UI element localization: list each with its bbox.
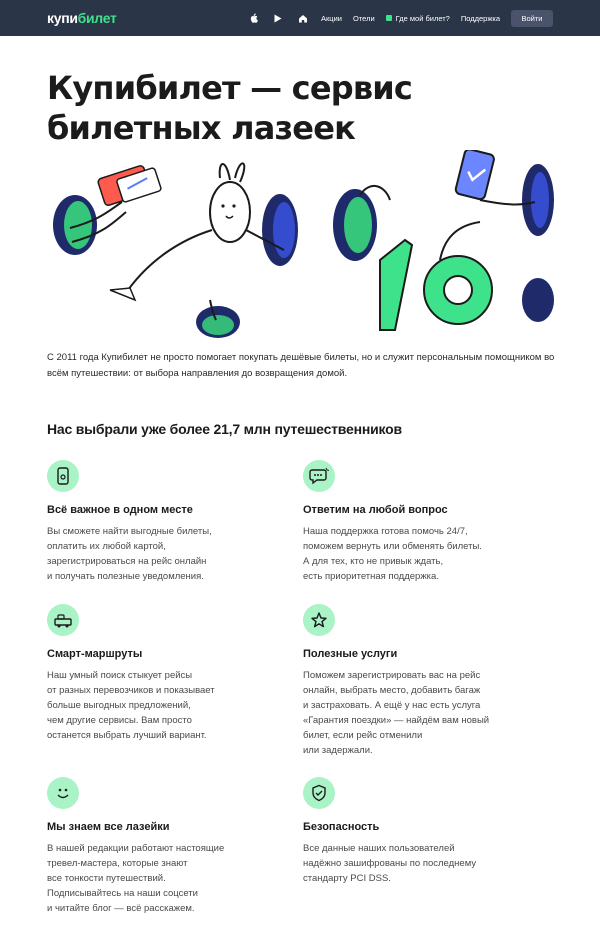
feature-title: Безопасность bbox=[303, 821, 380, 833]
feature-all-in-one bbox=[47, 460, 297, 584]
intro-paragraph: С 2011 года Купибилет не просто помогает покупать дешёвые билеты, но и служит персональным помощником во всём путешествии: от выбора направления до возвращения домой. bbox=[47, 352, 555, 379]
nav-link-where-is-ticket-label: Где мой билет? bbox=[395, 13, 450, 23]
smile-icon bbox=[47, 777, 79, 809]
route-icon bbox=[47, 604, 79, 636]
section-title: Нас выбрали уже более 21,7 млн путешественников bbox=[47, 421, 402, 437]
feature-text: Все данные наших пользователей надёжно зашифрованы по последнему стандарту PCI DSS. bbox=[303, 843, 477, 884]
nav-link-promo[interactable]: Акции bbox=[321, 13, 342, 23]
feature-support bbox=[303, 460, 553, 584]
hero-illustration bbox=[40, 150, 560, 340]
feature-services bbox=[303, 604, 553, 758]
feature-smart-routes bbox=[47, 604, 297, 743]
logo[interactable] bbox=[47, 9, 117, 27]
phone-icon bbox=[47, 460, 79, 492]
feature-text: Вы сможете найти выгодные билеты, оплатить их любой картой, зарегистрироваться на рейс онлайн и получать полезные уведомления. bbox=[47, 526, 212, 582]
logo-accent: билет bbox=[77, 10, 117, 26]
page-title: Купибилет — сервис билетных лазеек bbox=[47, 69, 413, 147]
feature-title: Смарт-маршруты bbox=[47, 648, 143, 660]
feature-title: Полезные услуги bbox=[303, 648, 398, 660]
apple-icon[interactable] bbox=[246, 11, 260, 25]
nav-link-support[interactable]: Поддержка bbox=[460, 13, 500, 23]
top-navigation-bar bbox=[0, 0, 600, 36]
play-icon[interactable] bbox=[271, 11, 285, 25]
feature-title: Ответим на любой вопрос bbox=[303, 504, 448, 516]
feature-text: Поможем зарегистрировать вас на рейс онлайн, выбрать место, добавить багаж и застраховать. А ещё у нас есть услуга «Гарантия поездки» — найдём вам новый билет, если рейс отменили или задержали. bbox=[303, 670, 490, 756]
login-button[interactable]: Войти bbox=[511, 10, 553, 27]
feature-security bbox=[303, 777, 553, 886]
star-icon bbox=[303, 604, 335, 636]
nav-link-where-is-ticket[interactable] bbox=[386, 14, 450, 23]
feature-title: Всё важное в одном месте bbox=[47, 504, 193, 516]
feature-text: В нашей редакции работают настоящие тревел-мастера, которые знают все тонкости путешествий. Подписывайтесь на наши соцсети и читайте блог — всё расскажем. bbox=[47, 843, 225, 914]
feature-text: Наш умный поиск стыкует рейсы от разных перевозчиков и показывает больше выгодных предложений, чем другие сервисы. Вам просто останется выбрать лучший вариант. bbox=[47, 670, 215, 741]
feature-title: Мы знаем все лазейки bbox=[47, 821, 170, 833]
logo-main: купи bbox=[47, 10, 78, 26]
feature-loopholes bbox=[47, 777, 297, 916]
ticket-icon bbox=[386, 15, 392, 21]
feature-text: Наша поддержка готова помочь 24/7, поможем вернуть или обменять билеты. А для тех, кто не привык ждать, есть приоритетная поддержка. bbox=[303, 526, 482, 582]
chat-icon bbox=[303, 460, 335, 492]
header-nav bbox=[246, 8, 553, 28]
nav-link-hotels[interactable]: Отели bbox=[352, 13, 375, 23]
shield-icon bbox=[303, 777, 335, 809]
home-icon[interactable] bbox=[296, 11, 310, 25]
